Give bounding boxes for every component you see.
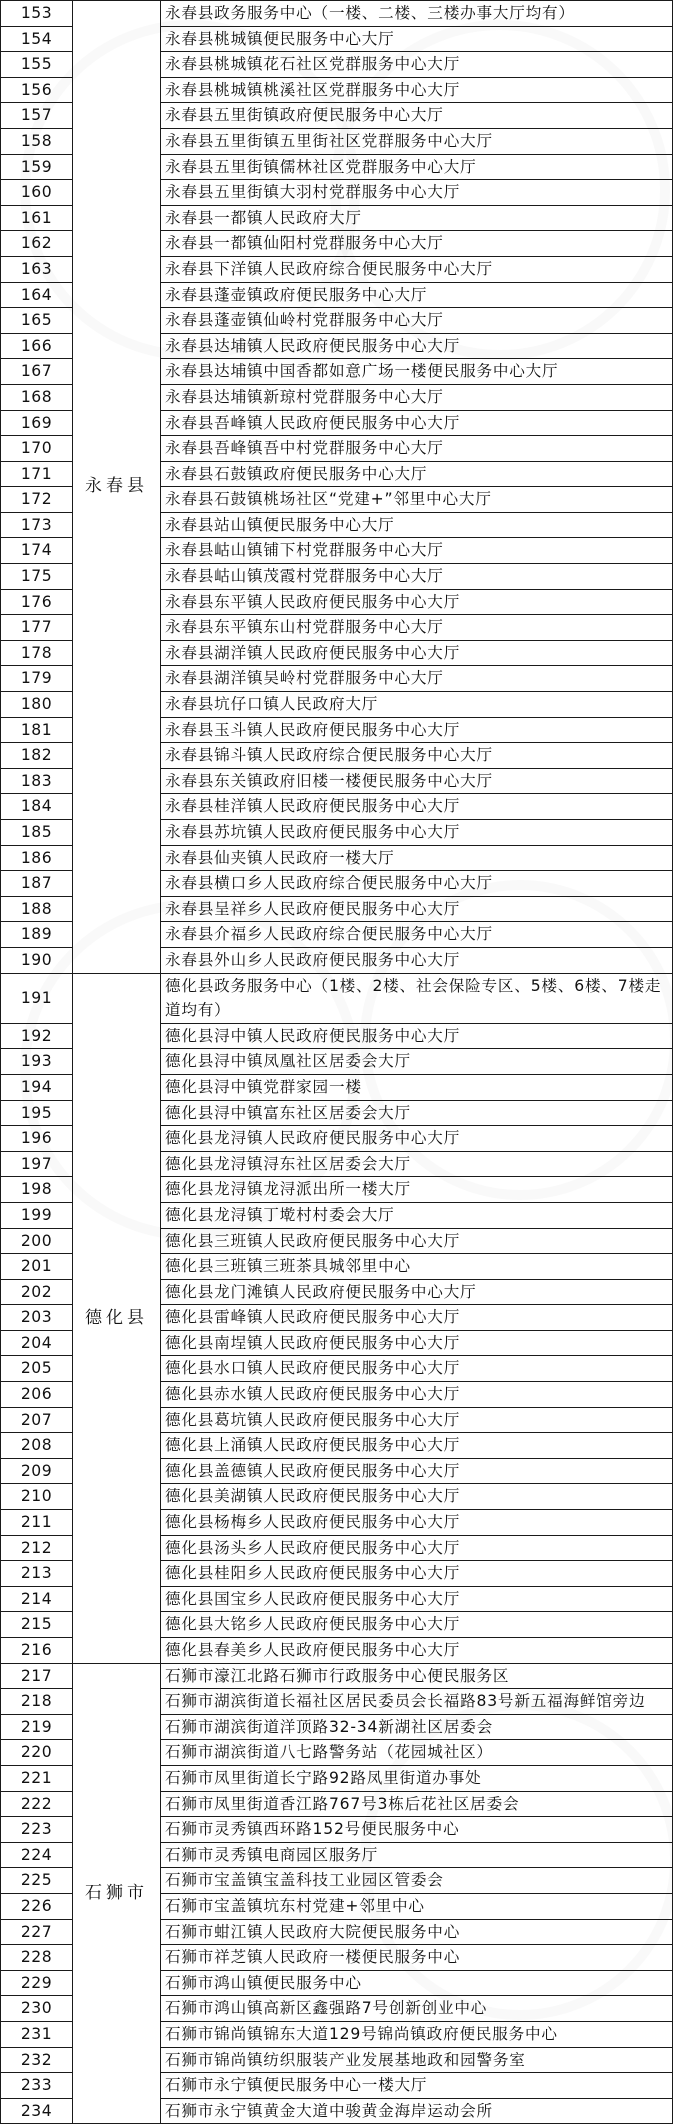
row-number: 172 <box>1 487 73 513</box>
row-number: 221 <box>1 1765 73 1791</box>
table-row <box>1 1663 673 1689</box>
location-cell: 德化县浔中镇党群家园一楼 <box>161 1074 673 1100</box>
row-number: 173 <box>1 512 73 538</box>
location-cell: 永春县吾峰镇吾中村党群服务中心大厅 <box>161 436 673 462</box>
location-cell: 永春县东关镇政府旧楼一楼便民服务中心大厅 <box>161 768 673 794</box>
location-cell: 永春县达埔镇新琼村党群服务中心大厅 <box>161 384 673 410</box>
row-number: 166 <box>1 333 73 359</box>
location-cell: 德化县三班镇人民政府便民服务中心大厅 <box>161 1228 673 1254</box>
location-cell: 石狮市湖滨街道长福社区居民委员会长福路83号新五福海鲜馆旁边 <box>161 1689 673 1715</box>
location-cell: 永春县介福乡人民政府综合便民服务中心大厅 <box>161 922 673 948</box>
location-cell: 德化县国宝乡人民政府便民服务中心大厅 <box>161 1586 673 1612</box>
row-number: 196 <box>1 1126 73 1152</box>
row-number: 215 <box>1 1612 73 1638</box>
location-cell: 德化县龙浔镇浔东社区居委会大厅 <box>161 1151 673 1177</box>
row-number: 184 <box>1 794 73 820</box>
county-cell: 石狮市 <box>73 1663 161 2124</box>
location-cell: 永春县湖洋镇人民政府便民服务中心大厅 <box>161 640 673 666</box>
row-number: 161 <box>1 205 73 231</box>
location-cell: 德化县龙浔镇龙浔派出所一楼大厅 <box>161 1177 673 1203</box>
location-cell: 德化县龙浔镇人民政府便民服务中心大厅 <box>161 1126 673 1152</box>
location-cell: 永春县一都镇仙阳村党群服务中心大厅 <box>161 231 673 257</box>
row-number: 234 <box>1 2098 73 2124</box>
row-number: 201 <box>1 1254 73 1280</box>
table-row <box>1 1 673 27</box>
row-number: 176 <box>1 589 73 615</box>
row-number: 218 <box>1 1689 73 1715</box>
row-number: 232 <box>1 2047 73 2073</box>
row-number: 208 <box>1 1433 73 1459</box>
row-number: 224 <box>1 1842 73 1868</box>
location-cell: 永春县湖洋镇吴岭村党群服务中心大厅 <box>161 666 673 692</box>
row-number: 219 <box>1 1714 73 1740</box>
row-number: 212 <box>1 1535 73 1561</box>
location-cell: 永春县桃城镇便民服务中心大厅 <box>161 26 673 52</box>
row-number: 174 <box>1 538 73 564</box>
row-number: 203 <box>1 1305 73 1331</box>
row-number: 229 <box>1 1970 73 1996</box>
location-cell: 德化县葛坑镇人民政府便民服务中心大厅 <box>161 1407 673 1433</box>
location-cell: 永春县政务服务中心（一楼、二楼、三楼办事大厅均有） <box>161 1 673 27</box>
location-cell: 石狮市锦尚镇纺织服装产业发展基地政和园警务室 <box>161 2047 673 2073</box>
location-cell: 永春县横口乡人民政府综合便民服务中心大厅 <box>161 871 673 897</box>
row-number: 214 <box>1 1586 73 1612</box>
row-number: 211 <box>1 1510 73 1536</box>
row-number: 194 <box>1 1074 73 1100</box>
row-number: 160 <box>1 180 73 206</box>
location-cell: 永春县锦斗镇人民政府综合便民服务中心大厅 <box>161 743 673 769</box>
location-cell: 德化县桂阳乡人民政府便民服务中心大厅 <box>161 1561 673 1587</box>
row-number: 154 <box>1 26 73 52</box>
row-number: 158 <box>1 128 73 154</box>
row-number: 182 <box>1 743 73 769</box>
location-cell: 永春县东平镇东山村党群服务中心大厅 <box>161 615 673 641</box>
row-number: 183 <box>1 768 73 794</box>
location-cell: 德化县汤头乡人民政府便民服务中心大厅 <box>161 1535 673 1561</box>
location-cell: 石狮市湖滨街道洋顶路32-34新湖社区居委会 <box>161 1714 673 1740</box>
location-cell: 永春县吾峰镇人民政府便民服务中心大厅 <box>161 410 673 436</box>
row-number: 185 <box>1 820 73 846</box>
row-number: 189 <box>1 922 73 948</box>
location-cell: 德化县水口镇人民政府便民服务中心大厅 <box>161 1356 673 1382</box>
row-number: 156 <box>1 77 73 103</box>
row-number: 169 <box>1 410 73 436</box>
row-number: 199 <box>1 1202 73 1228</box>
location-cell: 德化县美湖镇人民政府便民服务中心大厅 <box>161 1484 673 1510</box>
location-cell: 永春县仙夹镇人民政府一楼大厅 <box>161 845 673 871</box>
table-body <box>1 1 673 2124</box>
location-cell: 德化县三班镇三班茶具城邻里中心 <box>161 1254 673 1280</box>
row-number: 207 <box>1 1407 73 1433</box>
location-cell: 永春县达埔镇中国香都如意广场一楼便民服务中心大厅 <box>161 359 673 385</box>
location-cell: 石狮市宝盖镇坑东村党建+邻里中心 <box>161 1893 673 1919</box>
county-cell: 永春县 <box>73 1 161 974</box>
location-cell: 石狮市祥芝镇人民政府一楼便民服务中心 <box>161 1945 673 1971</box>
row-number: 225 <box>1 1868 73 1894</box>
location-cell: 永春县岵山镇茂霞村党群服务中心大厅 <box>161 564 673 590</box>
location-cell: 永春县外山乡人民政府便民服务中心大厅 <box>161 947 673 973</box>
location-cell: 德化县浔中镇凤凰社区居委会大厅 <box>161 1049 673 1075</box>
row-number: 180 <box>1 692 73 718</box>
row-number: 177 <box>1 615 73 641</box>
location-cell: 永春县东平镇人民政府便民服务中心大厅 <box>161 589 673 615</box>
location-cell: 石狮市锦尚镇锦东大道129号锦尚镇政府便民服务中心 <box>161 2021 673 2047</box>
row-number: 181 <box>1 717 73 743</box>
row-number: 217 <box>1 1663 73 1689</box>
location-cell: 德化县政务服务中心（1楼、2楼、社会保险专区、5楼、6楼、7楼走道均有） <box>161 973 673 1023</box>
row-number: 170 <box>1 436 73 462</box>
row-number: 233 <box>1 2073 73 2099</box>
row-number: 157 <box>1 103 73 129</box>
row-number: 191 <box>1 973 73 1023</box>
row-number: 231 <box>1 2021 73 2047</box>
row-number: 171 <box>1 461 73 487</box>
row-number: 186 <box>1 845 73 871</box>
location-cell: 石狮市宝盖镇宝盖科技工业园区管委会 <box>161 1868 673 1894</box>
row-number: 197 <box>1 1151 73 1177</box>
location-cell: 永春县石鼓镇政府便民服务中心大厅 <box>161 461 673 487</box>
location-cell: 石狮市鸿山镇高新区鑫强路7号创新创业中心 <box>161 1996 673 2022</box>
location-cell: 德化县杨梅乡人民政府便民服务中心大厅 <box>161 1510 673 1536</box>
location-cell: 德化县上涌镇人民政府便民服务中心大厅 <box>161 1433 673 1459</box>
row-number: 204 <box>1 1330 73 1356</box>
table-row <box>1 973 673 1023</box>
location-cell: 永春县呈祥乡人民政府便民服务中心大厅 <box>161 896 673 922</box>
location-cell: 石狮市濠江北路石狮市行政服务中心便民服务区 <box>161 1663 673 1689</box>
location-cell: 德化县赤水镇人民政府便民服务中心大厅 <box>161 1382 673 1408</box>
row-number: 230 <box>1 1996 73 2022</box>
location-cell: 石狮市永宁镇便民服务中心一楼大厅 <box>161 2073 673 2099</box>
location-cell: 永春县达埔镇人民政府便民服务中心大厅 <box>161 333 673 359</box>
location-cell: 石狮市永宁镇黄金大道中骏黄金海岸运动会所 <box>161 2098 673 2124</box>
row-number: 213 <box>1 1561 73 1587</box>
location-cell: 石狮市灵秀镇西环路152号便民服务中心 <box>161 1817 673 1843</box>
row-number: 195 <box>1 1100 73 1126</box>
location-cell: 德化县雷峰镇人民政府便民服务中心大厅 <box>161 1305 673 1331</box>
location-cell: 永春县五里街镇政府便民服务中心大厅 <box>161 103 673 129</box>
location-cell: 德化县盖德镇人民政府便民服务中心大厅 <box>161 1458 673 1484</box>
location-cell: 永春县站山镇便民服务中心大厅 <box>161 512 673 538</box>
row-number: 209 <box>1 1458 73 1484</box>
row-number: 202 <box>1 1279 73 1305</box>
location-cell: 石狮市蚶江镇人民政府大院便民服务中心 <box>161 1919 673 1945</box>
location-cell: 永春县石鼓镇桃场社区“党建+”邻里中心大厅 <box>161 487 673 513</box>
location-cell: 永春县下洋镇人民政府综合便民服务中心大厅 <box>161 256 673 282</box>
row-number: 216 <box>1 1638 73 1664</box>
row-number: 206 <box>1 1382 73 1408</box>
location-cell: 石狮市凤里街道长宁路92路凤里街道办事处 <box>161 1765 673 1791</box>
location-cell: 永春县五里街镇大羽村党群服务中心大厅 <box>161 180 673 206</box>
location-cell: 永春县桃城镇桃溪社区党群服务中心大厅 <box>161 77 673 103</box>
row-number: 175 <box>1 564 73 590</box>
row-number: 200 <box>1 1228 73 1254</box>
row-number: 187 <box>1 871 73 897</box>
row-number: 223 <box>1 1817 73 1843</box>
row-number: 178 <box>1 640 73 666</box>
location-cell: 永春县桂洋镇人民政府便民服务中心大厅 <box>161 794 673 820</box>
row-number: 168 <box>1 384 73 410</box>
row-number: 163 <box>1 256 73 282</box>
location-cell: 石狮市湖滨街道八七路警务站（花园城社区） <box>161 1740 673 1766</box>
row-number: 205 <box>1 1356 73 1382</box>
row-number: 190 <box>1 947 73 973</box>
row-number: 198 <box>1 1177 73 1203</box>
row-number: 222 <box>1 1791 73 1817</box>
row-number: 164 <box>1 282 73 308</box>
location-cell: 德化县浔中镇富东社区居委会大厅 <box>161 1100 673 1126</box>
location-cell: 德化县大铭乡人民政府便民服务中心大厅 <box>161 1612 673 1638</box>
location-cell: 永春县岵山镇铺下村党群服务中心大厅 <box>161 538 673 564</box>
row-number: 179 <box>1 666 73 692</box>
county-cell: 德化县 <box>73 973 161 1663</box>
row-number: 193 <box>1 1049 73 1075</box>
row-number: 165 <box>1 308 73 334</box>
row-number: 159 <box>1 154 73 180</box>
location-cell: 永春县五里街镇儒林社区党群服务中心大厅 <box>161 154 673 180</box>
location-cell: 永春县坑仔口镇人民政府大厅 <box>161 692 673 718</box>
location-cell: 永春县玉斗镇人民政府便民服务中心大厅 <box>161 717 673 743</box>
row-number: 210 <box>1 1484 73 1510</box>
row-number: 153 <box>1 1 73 27</box>
location-cell: 永春县苏坑镇人民政府便民服务中心大厅 <box>161 820 673 846</box>
row-number: 227 <box>1 1919 73 1945</box>
location-cell: 永春县蓬壶镇仙岭村党群服务中心大厅 <box>161 308 673 334</box>
row-number: 226 <box>1 1893 73 1919</box>
location-cell: 德化县南埕镇人民政府便民服务中心大厅 <box>161 1330 673 1356</box>
location-cell: 石狮市灵秀镇电商园区服务厅 <box>161 1842 673 1868</box>
location-cell: 石狮市鸿山镇便民服务中心 <box>161 1970 673 1996</box>
location-cell: 德化县龙门滩镇人民政府便民服务中心大厅 <box>161 1279 673 1305</box>
row-number: 188 <box>1 896 73 922</box>
location-cell: 德化县龙浔镇丁墘村村委会大厅 <box>161 1202 673 1228</box>
row-number: 192 <box>1 1023 73 1049</box>
row-number: 155 <box>1 52 73 78</box>
row-number: 220 <box>1 1740 73 1766</box>
location-cell: 永春县桃城镇花石社区党群服务中心大厅 <box>161 52 673 78</box>
location-cell: 永春县一都镇人民政府大厅 <box>161 205 673 231</box>
location-cell: 德化县春美乡人民政府便民服务中心大厅 <box>161 1638 673 1664</box>
location-cell: 永春县五里街镇五里街社区党群服务中心大厅 <box>161 128 673 154</box>
location-cell: 德化县浔中镇人民政府便民服务中心大厅 <box>161 1023 673 1049</box>
row-number: 167 <box>1 359 73 385</box>
row-number: 162 <box>1 231 73 257</box>
row-number: 228 <box>1 1945 73 1971</box>
location-cell: 石狮市凤里街道香江路767号3栋后花社区居委会 <box>161 1791 673 1817</box>
location-cell: 永春县蓬壶镇政府便民服务中心大厅 <box>161 282 673 308</box>
